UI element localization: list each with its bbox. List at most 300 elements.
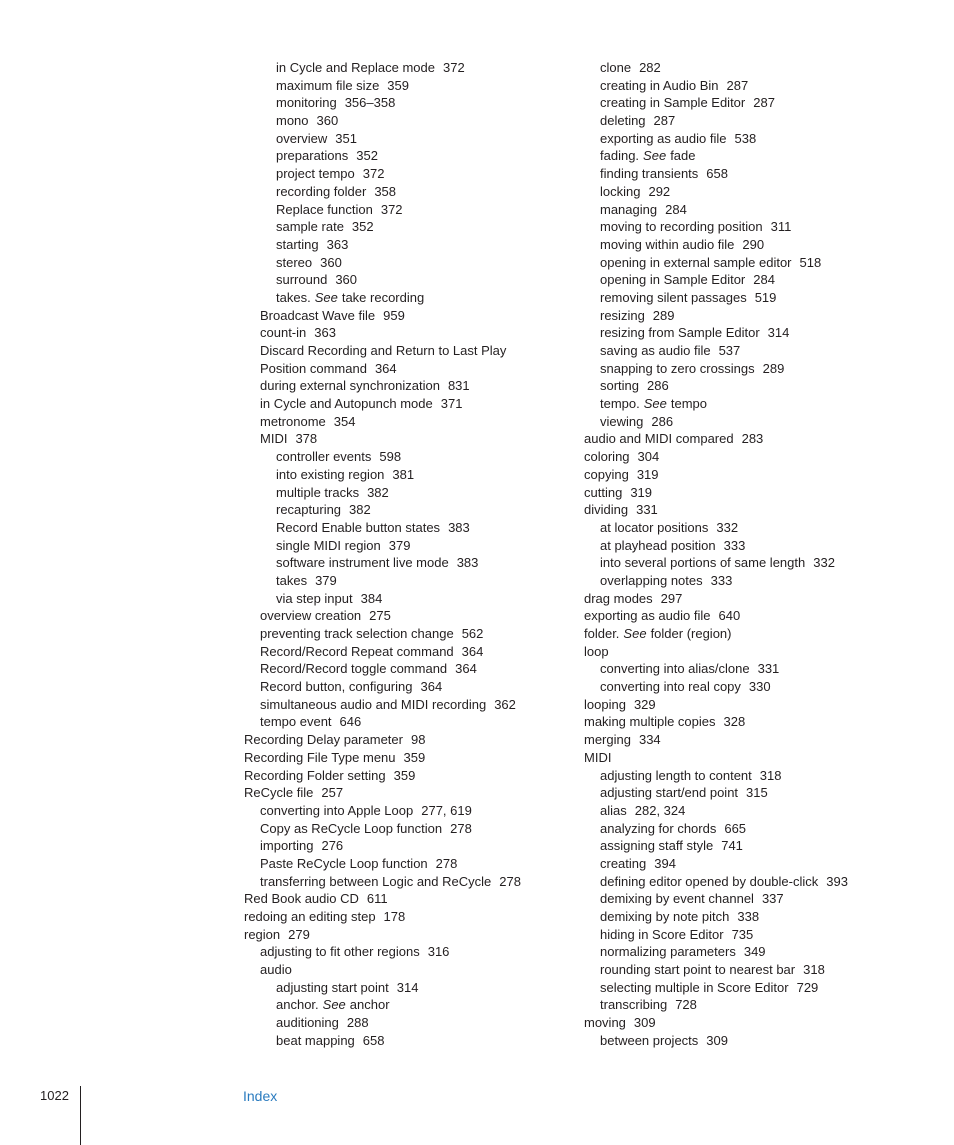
- index-term: resizing: [600, 307, 645, 323]
- index-term: metronome: [260, 413, 326, 429]
- index-entry: [584, 519, 904, 537]
- index-entry: [584, 289, 904, 307]
- page-reference: 379: [388, 537, 411, 553]
- index-term: viewing: [600, 413, 644, 429]
- page-reference: 314: [767, 325, 790, 341]
- index-term: moving to recording position: [600, 219, 763, 235]
- page-reference: 275: [369, 608, 391, 624]
- index-term: saving as audio file: [600, 343, 711, 358]
- index-term: converting into real copy: [600, 679, 741, 695]
- index-term: maximum file size: [276, 77, 380, 93]
- page-reference: 646: [339, 714, 362, 730]
- index-term: Paste ReCycle Loop function: [260, 855, 428, 871]
- page-reference: 729: [796, 979, 819, 995]
- index-entry: [584, 855, 904, 873]
- index-term: creating in Audio Bin: [600, 77, 719, 93]
- index-entry: [584, 395, 904, 413]
- page-reference: 562: [461, 626, 484, 641]
- index-term: deleting: [600, 113, 646, 129]
- page-reference: 288: [346, 1015, 369, 1031]
- page-reference: 279: [288, 926, 310, 942]
- index-entry: [584, 943, 904, 961]
- index-term: ReCycle file: [244, 785, 314, 801]
- index-entry: [244, 147, 574, 165]
- index-term: Recording Folder setting: [244, 767, 386, 783]
- index-term: count-in: [260, 325, 307, 341]
- index-entry: [584, 767, 904, 785]
- index-term: drag modes: [584, 590, 653, 606]
- see-target: tempo: [670, 396, 708, 412]
- index-term: beat mapping: [276, 1032, 355, 1048]
- page-reference: 287: [653, 113, 676, 129]
- index-term: creating in Sample Editor: [600, 95, 746, 111]
- index-term: assigning staff style: [600, 838, 714, 854]
- index-entry: [584, 607, 904, 625]
- index-entry: [244, 77, 574, 95]
- index-entry: [244, 607, 574, 625]
- index-term: moving: [584, 1015, 626, 1031]
- index-term: sorting: [600, 378, 640, 394]
- page-reference: 383: [448, 519, 470, 535]
- page-reference: 309: [633, 1015, 656, 1031]
- page-reference: 352: [356, 148, 378, 164]
- index-entry: [244, 590, 574, 608]
- index-term: adjusting start point: [276, 979, 389, 995]
- page-reference: 741: [721, 838, 743, 854]
- index-term: adjusting start/end point: [600, 785, 739, 801]
- index-term: overview: [276, 130, 328, 146]
- index-term: converting into alias/clone: [600, 661, 750, 677]
- section-title: Index: [243, 1088, 278, 1104]
- page-reference: 384: [360, 590, 383, 606]
- index-entry: [584, 696, 904, 714]
- index-term: normalizing parameters: [600, 944, 736, 960]
- page-reference: 359: [393, 767, 416, 783]
- index-entry: [584, 926, 904, 944]
- see-target: fade: [670, 148, 696, 164]
- page-reference: 519: [754, 289, 777, 305]
- page-reference: 352: [351, 219, 374, 235]
- index-term: audio: [260, 962, 292, 978]
- index-term: Record Enable button states: [276, 519, 441, 535]
- index-entry: [244, 908, 574, 926]
- page-reference: 315: [746, 785, 768, 801]
- index-entry: [584, 873, 904, 891]
- index-entry: [244, 943, 574, 961]
- page-reference: 178: [383, 909, 406, 924]
- index-entry: [584, 501, 904, 519]
- page-reference: 349: [743, 944, 766, 960]
- index-entry: [584, 254, 904, 272]
- index-entry: [244, 183, 574, 201]
- page-reference: 337: [761, 891, 784, 907]
- index-term: in Cycle and Replace mode: [276, 60, 435, 75]
- index-term: surround: [276, 272, 328, 288]
- index-term: opening in Sample Editor: [600, 272, 746, 288]
- index-term: in Cycle and Autopunch mode: [260, 396, 433, 412]
- page-reference: 372: [380, 201, 403, 217]
- page-reference: 332: [813, 555, 835, 571]
- index-entry: [584, 572, 904, 590]
- index-term: transcribing: [600, 997, 668, 1013]
- index-term: preventing track selection change: [260, 626, 454, 641]
- page-reference: 304: [637, 449, 660, 465]
- index-entry: [584, 484, 904, 502]
- index-term: Copy as ReCycle Loop function: [260, 820, 443, 836]
- page-reference: 332: [716, 519, 739, 535]
- index-entry: [244, 112, 574, 130]
- index-entry: [244, 360, 574, 378]
- index-term: clone: [600, 60, 632, 75]
- page-reference: 518: [799, 254, 822, 270]
- index-term: managing: [600, 201, 658, 217]
- page-reference: 314: [396, 979, 419, 995]
- page-reference: 382: [349, 502, 371, 518]
- index-term: defining editor opened by double-click: [600, 873, 819, 889]
- index-entry: [584, 147, 904, 165]
- index-entry: [244, 979, 574, 997]
- page-reference: 831: [447, 378, 470, 394]
- index-term: between projects: [600, 1032, 699, 1048]
- index-entry: [244, 395, 574, 413]
- page-reference: 311: [770, 219, 792, 235]
- index-term: Recording Delay parameter: [244, 732, 403, 748]
- index-entry: [244, 448, 574, 466]
- index-entry: [584, 112, 904, 130]
- page-reference: 286: [647, 378, 669, 394]
- page-reference: 284: [753, 272, 775, 288]
- index-entry: [244, 130, 574, 148]
- page-reference: 381: [392, 466, 415, 482]
- index-term: locking: [600, 183, 641, 199]
- page-reference: 360: [335, 272, 358, 288]
- page-reference: 282, 324: [634, 802, 686, 818]
- page-reference: 334: [638, 732, 661, 748]
- index-entry: [244, 802, 574, 820]
- index-entry: [244, 926, 574, 944]
- page-reference: 318: [803, 962, 825, 978]
- index-term: into existing region: [276, 466, 385, 482]
- index-term: at locator positions: [600, 519, 709, 535]
- index-entry: [244, 855, 574, 873]
- index-entry: [244, 643, 574, 661]
- index-term: via step input: [276, 590, 353, 606]
- see-reference: See: [322, 997, 346, 1013]
- index-term: resizing from Sample Editor: [600, 325, 760, 341]
- index-term: project tempo: [276, 166, 355, 182]
- index-term: opening in external sample editor: [600, 254, 792, 270]
- index-entry: [584, 802, 904, 820]
- index-entry: [584, 784, 904, 802]
- page-reference: 289: [762, 360, 785, 376]
- index-entry: [584, 307, 904, 325]
- index-entry: [244, 767, 574, 785]
- page-reference: 297: [660, 590, 683, 606]
- index-entry: [244, 484, 574, 502]
- index-term: MIDI: [260, 431, 288, 447]
- index-entry: [244, 1014, 574, 1032]
- index-column-right: [584, 59, 904, 1050]
- index-term: mono: [276, 113, 309, 129]
- page-reference: 309: [706, 1032, 728, 1048]
- index-entry: [584, 820, 904, 838]
- index-entry: [244, 236, 574, 254]
- index-term: converting into Apple Loop: [260, 802, 414, 818]
- page-reference: 379: [315, 572, 337, 588]
- page-reference: 356–358: [344, 95, 396, 111]
- index-term: controller events: [276, 449, 372, 465]
- index-entry: [584, 94, 904, 112]
- index-term: Broadcast Wave file: [260, 307, 376, 323]
- index-entry: [244, 820, 574, 838]
- page-reference: 276: [321, 838, 344, 854]
- page-reference: 382: [367, 484, 389, 500]
- page-reference: 362: [494, 696, 516, 712]
- index-entry: [584, 731, 904, 749]
- index-term: alias: [600, 802, 627, 818]
- index-term: rounding start point to nearest bar: [600, 962, 796, 978]
- page-reference: 282: [639, 60, 661, 75]
- page-reference: 319: [630, 484, 653, 500]
- index-entry: [244, 342, 574, 360]
- page-reference: 359: [387, 77, 409, 93]
- page-reference: 371: [440, 396, 463, 412]
- index-entry: [584, 165, 904, 183]
- index-entry: [244, 307, 574, 325]
- index-entry: [584, 749, 904, 767]
- index-entry: [584, 324, 904, 342]
- index-entry: [244, 289, 574, 307]
- index-entry: [584, 342, 904, 360]
- index-entry: [244, 537, 574, 555]
- index-term: folder.: [584, 626, 620, 641]
- index-entry: [584, 537, 904, 555]
- index-entry: [584, 59, 904, 77]
- index-term: Red Book audio CD: [244, 891, 359, 907]
- see-target: take recording: [341, 289, 425, 305]
- index-term: looping: [584, 696, 626, 712]
- index-entry: [244, 837, 574, 855]
- page-reference: 665: [724, 820, 747, 836]
- index-term: multiple tracks: [276, 484, 360, 500]
- index-entry: [244, 413, 574, 431]
- index-entry: [244, 201, 574, 219]
- index-entry: [584, 961, 904, 979]
- index-entry: [584, 643, 904, 661]
- index-term: Position command: [260, 360, 367, 376]
- index-term: adjusting length to content: [600, 767, 752, 783]
- index-term: takes.: [276, 289, 311, 305]
- page-reference: 287: [753, 95, 775, 111]
- page-reference: 316: [427, 944, 450, 960]
- index-entry: [244, 430, 574, 448]
- page-reference: 959: [383, 307, 405, 323]
- page-reference: 354: [333, 413, 356, 429]
- page-reference: 372: [442, 60, 465, 75]
- index-term: recording folder: [276, 183, 367, 199]
- index-entry: [584, 271, 904, 289]
- index-term: simultaneous audio and MIDI recording: [260, 696, 487, 712]
- index-term: audio and MIDI compared: [584, 431, 734, 447]
- index-term: adjusting to fit other regions: [260, 944, 420, 960]
- index-term: redoing an editing step: [244, 909, 376, 924]
- index-term: MIDI: [584, 749, 612, 765]
- index-entry: [584, 413, 904, 431]
- index-entry: [584, 660, 904, 678]
- index-term: merging: [584, 732, 631, 748]
- see-target: anchor: [349, 997, 390, 1013]
- index-entry: [244, 254, 574, 272]
- see-reference: See: [643, 396, 667, 412]
- page-reference: 728: [675, 997, 697, 1013]
- index-entry: [584, 1014, 904, 1032]
- page-reference: 318: [759, 767, 782, 783]
- page-number: 1022: [40, 1088, 69, 1103]
- page-reference: 537: [718, 343, 741, 358]
- index-term: recapturing: [276, 502, 342, 518]
- index-entry: [584, 1032, 904, 1050]
- page-reference: 257: [321, 785, 344, 801]
- index-entry: [584, 713, 904, 731]
- index-term: hiding in Score Editor: [600, 926, 724, 942]
- index-entry: [584, 466, 904, 484]
- page-reference: 331: [636, 502, 658, 518]
- footer-divider: [80, 1086, 81, 1145]
- index-term: during external synchronization: [260, 378, 440, 394]
- page-reference: 328: [723, 714, 746, 730]
- index-term: monitoring: [276, 95, 337, 111]
- index-entry: [584, 360, 904, 378]
- see-reference: See: [643, 148, 667, 164]
- page-reference: 364: [374, 360, 397, 376]
- index-column-left: [244, 59, 574, 1050]
- index-term: preparations: [276, 148, 349, 164]
- index-entry: [244, 784, 574, 802]
- index-term: tempo event: [260, 714, 332, 730]
- page-reference: 598: [379, 449, 402, 465]
- index-term: exporting as audio file: [600, 130, 727, 146]
- index-term: starting: [276, 236, 319, 252]
- index-entry: [244, 466, 574, 484]
- index-term: at playhead position: [600, 537, 716, 553]
- page-reference: 364: [461, 643, 484, 659]
- page-reference: 289: [652, 307, 675, 323]
- page-reference: 329: [633, 696, 656, 712]
- page-reference: 278: [450, 820, 472, 836]
- index-term: analyzing for chords: [600, 820, 717, 836]
- index-term: takes: [276, 572, 308, 588]
- page-reference: 283: [741, 431, 764, 447]
- index-entry: [244, 625, 574, 643]
- index-entry: [584, 130, 904, 148]
- page-reference: 611: [366, 891, 388, 907]
- index-term: stereo: [276, 254, 313, 270]
- index-entry: [584, 908, 904, 926]
- index-term: loop: [584, 643, 609, 659]
- index-term: Record/Record Repeat command: [260, 643, 454, 659]
- index-entry: [584, 837, 904, 855]
- page-reference: 364: [455, 661, 477, 677]
- index-term: demixing by note pitch: [600, 909, 730, 924]
- index-entry: [244, 501, 574, 519]
- index-entry: [244, 749, 574, 767]
- index-term: overview creation: [260, 608, 362, 624]
- page-reference: 363: [314, 325, 336, 341]
- index-term: creating: [600, 855, 647, 871]
- page-reference: 98: [410, 732, 426, 748]
- page-reference: 383: [456, 555, 479, 571]
- index-entry: [244, 218, 574, 236]
- index-term: coloring: [584, 449, 630, 465]
- index-term: exporting as audio file: [584, 608, 711, 624]
- index-entry: [244, 890, 574, 908]
- index-term: finding transients: [600, 166, 699, 182]
- index-entry: [244, 1032, 574, 1050]
- page-reference: 735: [731, 926, 754, 942]
- page-reference: 284: [665, 201, 687, 217]
- page-reference: 278: [499, 873, 521, 889]
- index-term: making multiple copies: [584, 714, 716, 730]
- index-entry: [244, 696, 574, 714]
- page-reference: 393: [826, 873, 848, 889]
- index-term: anchor.: [276, 997, 319, 1013]
- index-term: importing: [260, 838, 314, 854]
- page-reference: 319: [636, 466, 659, 482]
- page-reference: 277, 619: [421, 802, 472, 818]
- index-entry: [244, 961, 574, 979]
- index-term: into several portions of same length: [600, 555, 806, 571]
- index-entry: [244, 377, 574, 395]
- page-reference: 287: [726, 77, 749, 93]
- index-entry: [584, 377, 904, 395]
- index-entry: [584, 77, 904, 95]
- index-term: removing silent passages: [600, 289, 747, 305]
- index-entry: [244, 165, 574, 183]
- index-term: selecting multiple in Score Editor: [600, 979, 789, 995]
- index-term: region: [244, 926, 281, 942]
- index-entry: [244, 271, 574, 289]
- index-entry: [244, 324, 574, 342]
- see-reference: See: [623, 626, 647, 641]
- index-entry: [244, 554, 574, 572]
- index-entry: [584, 430, 904, 448]
- index-entry: [244, 873, 574, 891]
- index-entry: [244, 94, 574, 112]
- index-entry: [244, 996, 574, 1014]
- page-reference: 359: [403, 749, 426, 765]
- index-entry: [244, 713, 574, 731]
- page-reference: 278: [435, 855, 458, 871]
- index-term: sample rate: [276, 219, 344, 235]
- see-target: folder (region): [650, 626, 732, 641]
- index-term: Record/Record toggle command: [260, 661, 448, 677]
- index-entry: [584, 590, 904, 608]
- see-reference: See: [314, 289, 338, 305]
- index-term: snapping to zero crossings: [600, 360, 755, 376]
- index-term: dividing: [584, 502, 629, 518]
- index-term: auditioning: [276, 1015, 339, 1031]
- index-entry: [244, 678, 574, 696]
- page-reference: 290: [742, 236, 765, 252]
- page-reference: 333: [723, 537, 746, 553]
- index-term: software instrument live mode: [276, 555, 449, 571]
- page-reference: 658: [706, 166, 728, 182]
- index-entry: [244, 59, 574, 77]
- page-reference: 364: [420, 679, 443, 695]
- index-entry: [244, 519, 574, 537]
- page-reference: 360: [320, 254, 342, 270]
- page-reference: 338: [737, 909, 760, 924]
